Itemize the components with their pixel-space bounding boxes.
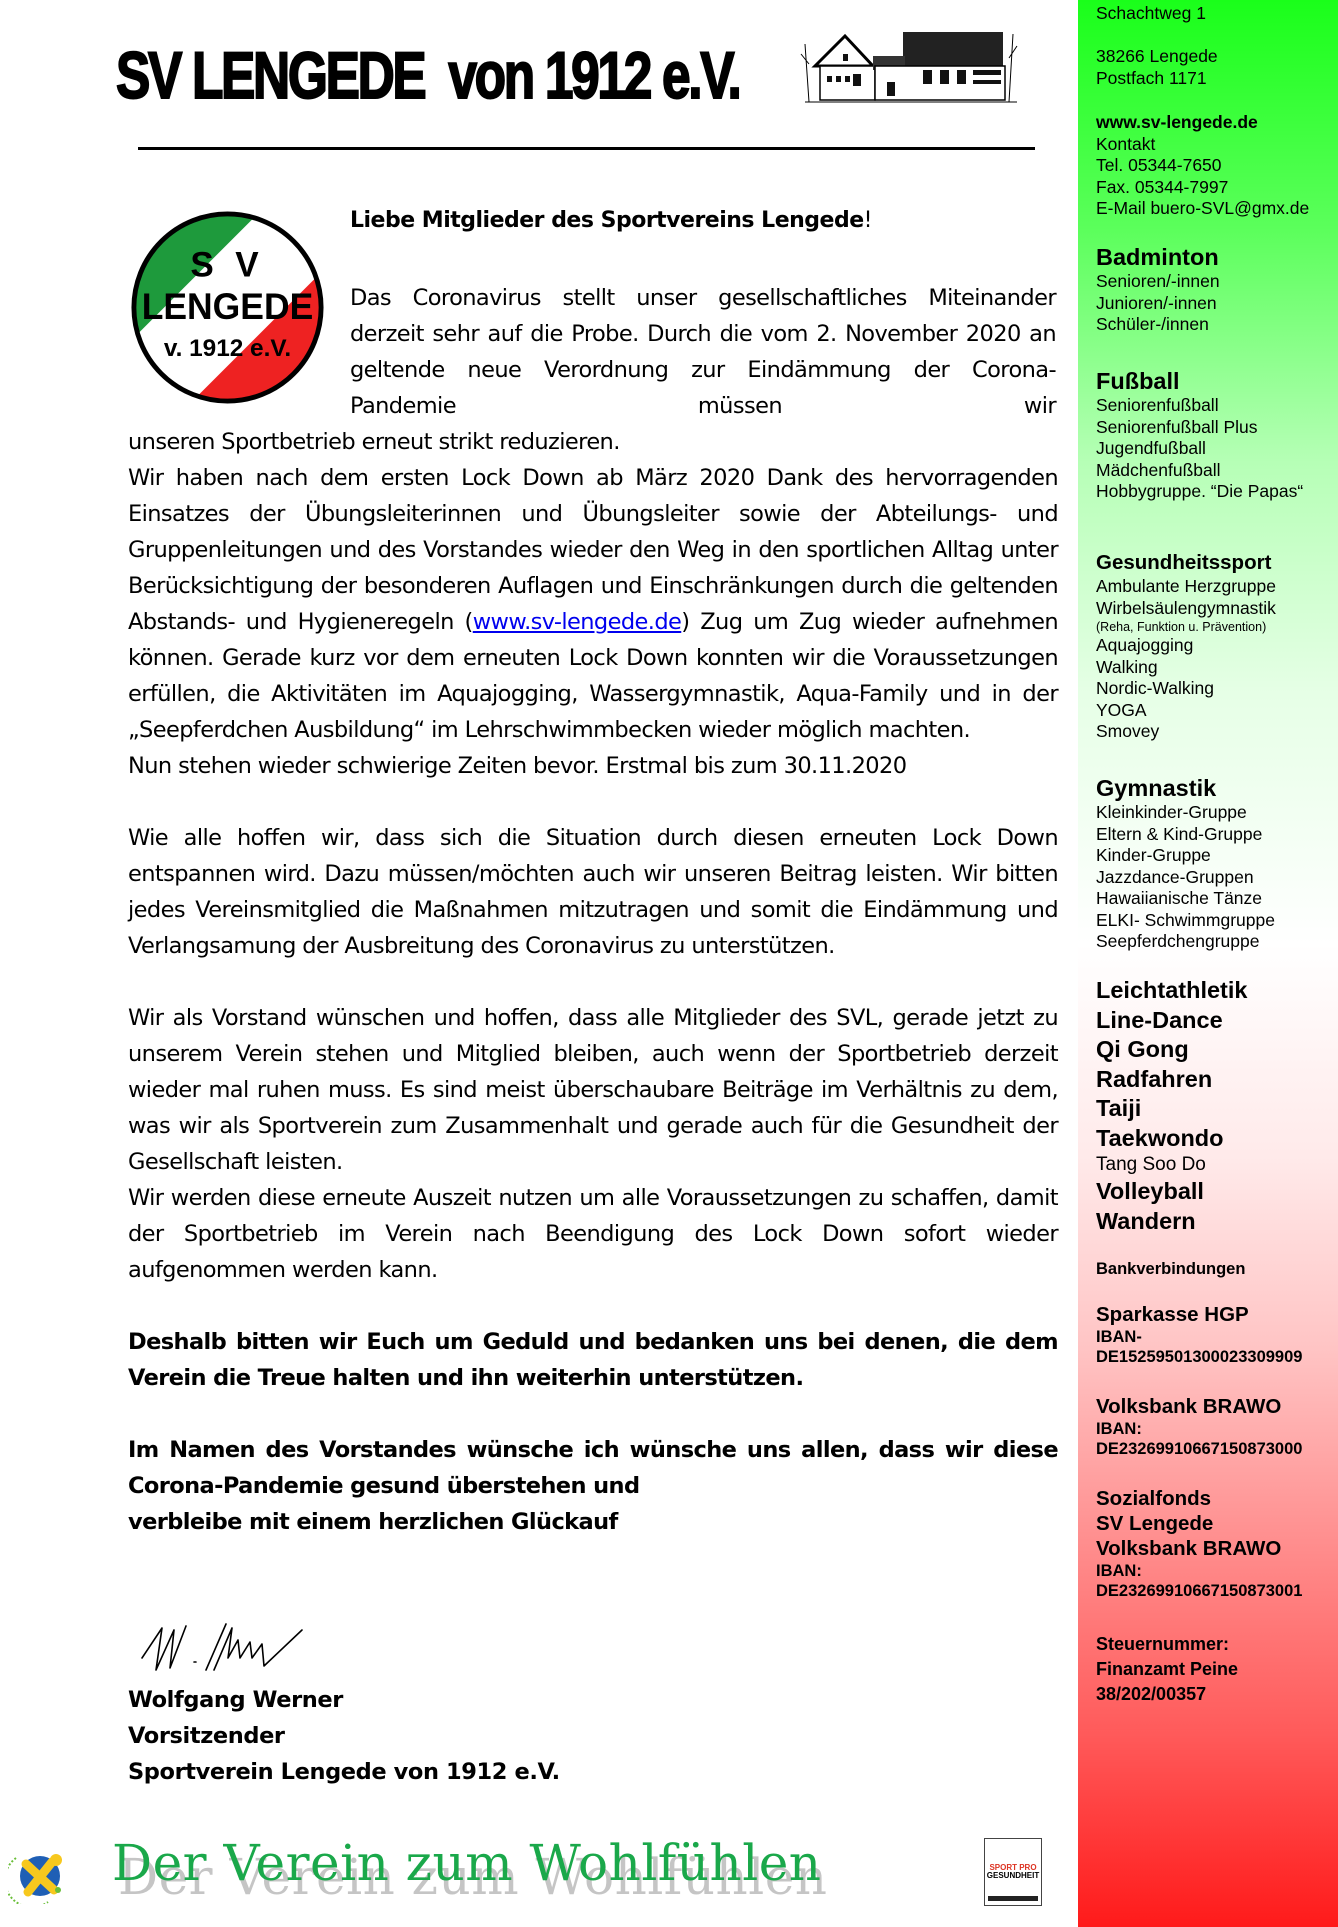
list-item: Kinder-Gruppe bbox=[1096, 845, 1211, 865]
list-item: Jazzdance-Gruppen bbox=[1096, 866, 1254, 887]
list-item: Smovey bbox=[1096, 721, 1160, 741]
iban-value: DE23269910667150873001 bbox=[1096, 1582, 1303, 1600]
paragraph-hope: Wie alle hoffen wir, dass sich die Situation durch diesen erneuten Lock Down entspannen wird. Dazu müssen/möchten auch wir unseren Beitrag leisten. Wir bitten jedes Vereinsmitglied die Maßnahmen mitzutragen und somit die Eindämmung und Verlangsamung der Ausbreitung des Coronavirus zu unterstützen. bbox=[128, 825, 1058, 959]
tax-block bbox=[1096, 1632, 1238, 1707]
closing-line-1: Im Namen des Vorstandes wünsche ich wünsche uns allen, dass wir diese bbox=[128, 1437, 1058, 1463]
header-divider bbox=[138, 147, 1035, 150]
closing-line-3: verbleibe mit einem herzlichen Glückauf bbox=[128, 1509, 618, 1535]
list-item: Jugendfußball bbox=[1096, 438, 1206, 458]
paragraph-thanks: Deshalb bitten wir Euch um Geduld und bedanken uns bei denen, die dem Verein die Treue halten und ihn weiterhin unterstützen. bbox=[128, 1329, 1058, 1391]
paragraph-lockdown-text-2: ) Zug um Zug wieder aufnehmen können. Gerade kurz vor dem erneuten Lock Down konnten wir die Voraussetzungen erfüllen, die Aktivitäten im Aquajogging, Wassergymnastik, Aqua-Family und in der „Seepferdchen Ausbildung“ im Lehrschwimmbecken wieder möglich machten. bbox=[128, 609, 1058, 743]
section-gymnastik bbox=[1096, 774, 1275, 953]
list-item: Kleinkinder-Gruppe bbox=[1096, 802, 1247, 822]
section-other-sports bbox=[1096, 976, 1247, 1236]
sport-pro-gesundheit-logo bbox=[984, 1838, 1042, 1906]
sport-item: Qi Gong bbox=[1096, 1036, 1189, 1062]
letter-body bbox=[128, 424, 1058, 1540]
list-item: Schüler-/innen bbox=[1096, 314, 1209, 334]
salutation bbox=[350, 208, 872, 233]
clubhouse-illustration bbox=[795, 24, 1025, 112]
section-title: Fußball bbox=[1096, 368, 1180, 394]
signer-name: Wolfgang Werner bbox=[128, 1687, 343, 1713]
iban-label: IBAN- bbox=[1096, 1328, 1142, 1346]
signoff bbox=[128, 1682, 560, 1790]
list-item-note: (Reha, Funktion u. Prävention) bbox=[1096, 620, 1267, 634]
intro-text: Das Coronavirus stellt unser gesellschaftliches Miteinander derzeit sehr auf die Probe. Durch die vom 2. November 2020 an geltende neue Verordnung zur Eindämmung der Corona-Pandemie müssen wir bbox=[350, 285, 1056, 419]
list-item: Hobbygruppe. “Die Papas“ bbox=[1096, 481, 1304, 501]
signer-role: Vorsitzender bbox=[128, 1723, 285, 1749]
contact-block bbox=[1096, 112, 1309, 220]
iban-value: DE15259501300023309909 bbox=[1096, 1348, 1303, 1366]
bank-name: Sparkasse HGP bbox=[1096, 1303, 1249, 1326]
list-item: Seniorenfußball Plus bbox=[1096, 416, 1258, 437]
bank-sparkasse bbox=[1096, 1302, 1302, 1367]
paragraph-board: Wir als Vorstand wünschen und hoffen, dass alle Mitglieder des SVL, gerade jetzt zu unserem Verein stehen und Mitglied bleiben, auch wenn der Sportbetrieb derzeit wieder mal ruhen muss. Es sind meist überschaubare Beiträge im Verhältnis zu dem, was wir als Sportverein zum Zusammenhalt und gerade auch für die Gesundheit der Gesellschaft leisten. bbox=[128, 1005, 1058, 1175]
logo-bar bbox=[988, 1896, 1038, 1901]
list-item: Wirbelsäulengymnastik bbox=[1096, 597, 1276, 618]
sport-item: Volleyball bbox=[1096, 1178, 1204, 1204]
sport-item: Taiji bbox=[1096, 1095, 1142, 1121]
sport-item: Line-Dance bbox=[1096, 1006, 1223, 1033]
tax-number: 38/202/00357 bbox=[1096, 1684, 1207, 1704]
paragraph-plans: Wir werden diese erneute Auszeit nutzen um alle Voraussetzungen zu schaffen, damit der Sportbetrieb im Verein nach Beendigung des Lock Down sofort wieder aufgenommen werden kann. bbox=[128, 1185, 1058, 1283]
salutation-mark: ! bbox=[863, 208, 872, 233]
club-info-sidebar bbox=[1078, 0, 1338, 1927]
list-item: Eltern & Kind-Gruppe bbox=[1096, 823, 1263, 844]
sport-item: Leichtathletik bbox=[1096, 977, 1248, 1003]
bank-name: Sozialfonds bbox=[1096, 1487, 1212, 1510]
address-street: Schachtweg 1 bbox=[1096, 3, 1206, 23]
address-block bbox=[1096, 3, 1218, 89]
club-title: SV LENGEDE von 1912 e.V. bbox=[116, 38, 740, 112]
sport-item: Tang Soo Do bbox=[1096, 1154, 1206, 1175]
iban-label: IBAN: bbox=[1096, 1562, 1142, 1580]
signature bbox=[134, 1618, 334, 1678]
bank-name: SV Lengede bbox=[1096, 1512, 1214, 1535]
list-item: ELKI- Schwimmgruppe bbox=[1096, 909, 1275, 930]
logo-text-lengede: LENGEDE bbox=[141, 285, 314, 328]
tax-label: Steuernummer: bbox=[1096, 1634, 1230, 1654]
list-item: Mädchenfußball bbox=[1096, 459, 1221, 480]
sport-item: Taekwondo bbox=[1096, 1124, 1224, 1151]
section-badminton bbox=[1096, 243, 1220, 336]
section-fussball bbox=[1096, 367, 1303, 503]
list-item: Seniorenfußball bbox=[1096, 395, 1219, 415]
contact-fax: Fax. 05344-7997 bbox=[1096, 176, 1229, 197]
salutation-text: Liebe Mitglieder des Sportvereins Lengede bbox=[350, 208, 864, 233]
gesundheit-label: GESUNDHEIT bbox=[986, 1871, 1040, 1880]
paragraph-lockdown-text: Wir haben nach dem ersten Lock Down ab März 2020 Dank des hervorragenden Einsatzes der Übungsleiterinnen und Übungsleiter sowie der Abteilungs- und Gruppenleitungen und des Vorstandes wieder den Weg in den sportlichen Alltag unter Berücksichtigung der besonderen Auflagen und Einschränkungen durch die geltenden Abstands- und Hygieneregeln ( bbox=[128, 465, 1058, 635]
paragraph-lockdown bbox=[128, 460, 1058, 748]
section-title: Badminton bbox=[1096, 244, 1219, 270]
footer-slogan: Der Verein zum Wohlfühlen bbox=[112, 1834, 822, 1892]
list-item: Hawaiianische Tänze bbox=[1096, 888, 1263, 908]
intro-text-continued: unseren Sportbetrieb erneut strikt reduzieren. bbox=[128, 429, 620, 455]
intro-paragraph bbox=[350, 280, 1056, 424]
bank-name: Volksbank BRAWO bbox=[1096, 1537, 1282, 1560]
pluspunkt-gesundheit-logo bbox=[8, 1846, 68, 1904]
tax-office: Finanzamt Peine bbox=[1096, 1659, 1239, 1679]
section-gesundheitssport bbox=[1096, 550, 1276, 743]
list-item: Nordic-Walking bbox=[1096, 678, 1214, 698]
address-pobox: Postfach 1171 bbox=[1096, 67, 1207, 88]
list-item: YOGA bbox=[1096, 699, 1147, 720]
sport-item: Radfahren bbox=[1096, 1065, 1213, 1092]
section-title: Gesundheitssport bbox=[1096, 551, 1272, 574]
website-label[interactable]: www.sv-lengede.de bbox=[1096, 112, 1258, 132]
list-item: Senioren/-innen bbox=[1096, 271, 1220, 291]
list-item: Walking bbox=[1096, 656, 1158, 677]
bank-name: Volksbank BRAWO bbox=[1096, 1395, 1282, 1418]
contact-label: Kontakt bbox=[1096, 133, 1156, 154]
logo-text-sv: S V bbox=[190, 245, 265, 285]
paragraph-outlook: Nun stehen wieder schwierige Zeiten bevor. Erstmal bis zum 30.11.2020 bbox=[128, 753, 907, 779]
iban-value: DE23269910667150873000 bbox=[1096, 1440, 1303, 1458]
club-logo bbox=[130, 210, 325, 405]
contact-phone: Tel. 05344-7650 bbox=[1096, 155, 1222, 175]
contact-email[interactable]: E-Mail buero-SVL@gmx.de bbox=[1096, 198, 1310, 218]
address-city: 38266 Lengede bbox=[1096, 46, 1218, 66]
website-link[interactable]: www.sv-lengede.de bbox=[472, 609, 682, 635]
bank-heading: Bankverbindungen bbox=[1096, 1260, 1246, 1278]
section-title: Gymnastik bbox=[1096, 775, 1217, 801]
logo-text-year: v. 1912 e.V. bbox=[163, 335, 292, 363]
bank-volksbank bbox=[1096, 1394, 1302, 1459]
list-item: Junioren/-innen bbox=[1096, 292, 1217, 313]
list-item: Seepferdchengruppe bbox=[1096, 931, 1260, 951]
sport-item: Wandern bbox=[1096, 1207, 1196, 1234]
closing-line-2: Corona-Pandemie gesund überstehen und bbox=[128, 1473, 640, 1499]
signer-organization: Sportverein Lengede von 1912 e.V. bbox=[128, 1759, 560, 1785]
list-item: Aquajogging bbox=[1096, 635, 1194, 655]
bank-sozialfonds bbox=[1096, 1486, 1302, 1601]
sport-pro-label: SPORT PRO bbox=[989, 1862, 1037, 1872]
iban-label: IBAN: bbox=[1096, 1420, 1142, 1438]
list-item: Ambulante Herzgruppe bbox=[1096, 576, 1276, 596]
